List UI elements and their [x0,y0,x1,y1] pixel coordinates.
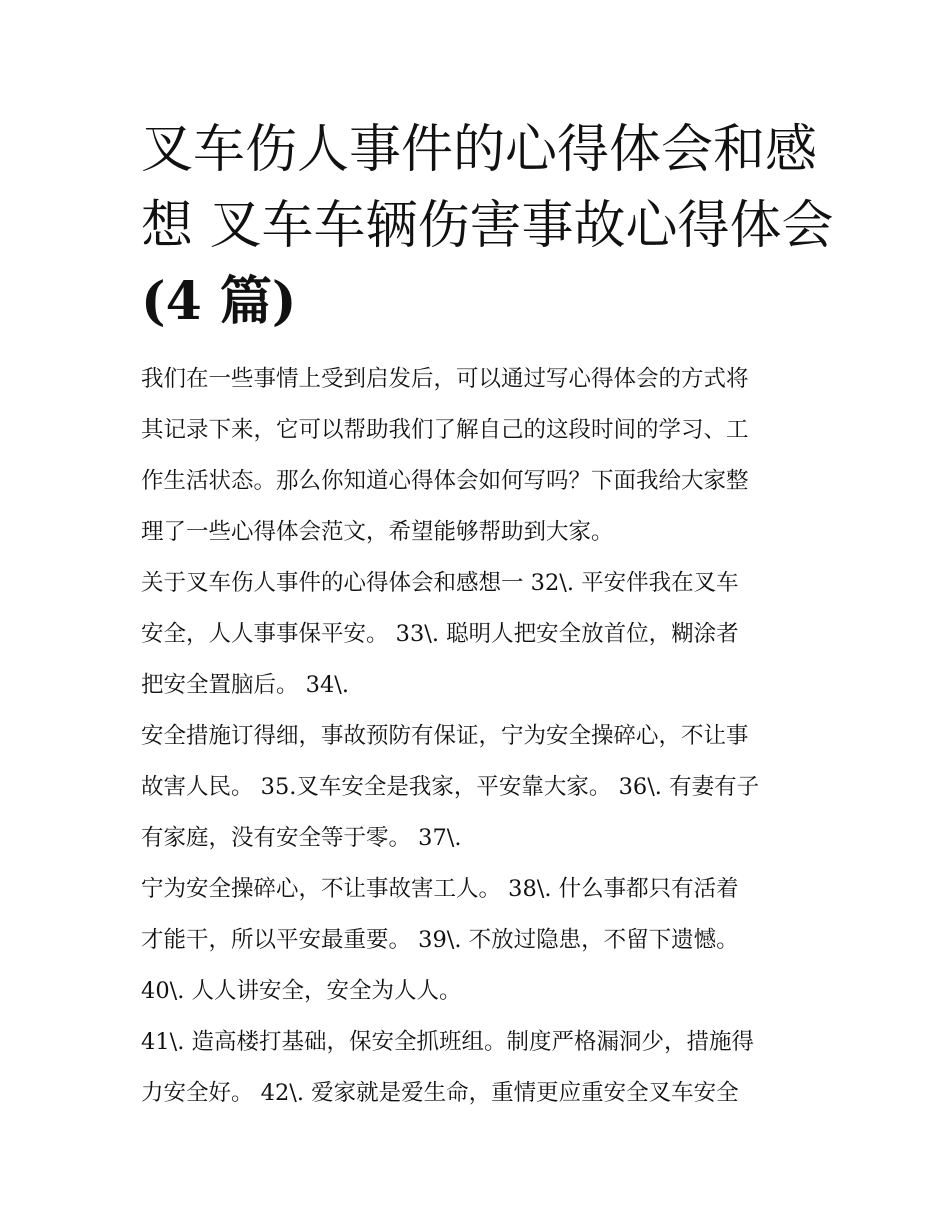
paragraph-line: 理了一些心得体会范文，希望能够帮助到大家。 [141,519,614,545]
document-title [141,112,834,340]
paragraph-line: 安全措施订得细，事故预防有保证，宁为安全操碎心，不让事 [141,723,749,749]
body-paragraph-4 [141,1017,821,1119]
intro-paragraph [141,354,821,558]
paragraph-line: 作生活状态。那么你知道心得体会如何写吗？下面我给大家整 [141,468,749,494]
body-paragraph-2 [141,711,821,864]
paragraph-line: 40\. 人人讲安全，安全为人人。 [141,978,462,1004]
paragraph-line: 力安全好。 42\. 爱家就是爱生命，重情更应重安全叉车安全 [141,1080,739,1106]
paragraph-line: 故害人民。 35.叉车安全是我家，平安靠大家。 36\. 有妻有子 [141,774,760,800]
paragraph-line: 才能干，所以平安最重要。 39\. 不放过隐患，不留下遗憾。 [141,927,739,953]
body-paragraph-1 [141,558,821,711]
title-line-1: 叉车伤人事件的心得体会和感 [141,120,818,180]
paragraph-line: 我们在一些事情上受到启发后，可以通过写心得体会的方式将 [141,366,749,392]
paragraph-line: 有家庭，没有安全等于零。 37\. [141,825,462,851]
body-paragraph-3 [141,864,821,1017]
title-line-3: (4 篇) [141,271,297,332]
paragraph-line: 安全，人人事事保平安。 33\. 聪明人把安全放首位，糊涂者 [141,621,739,647]
paragraph-line: 41\. 造高楼打基础，保安全抓班组。制度严格漏洞少，措施得 [141,1029,755,1055]
paragraph-line: 关于叉车伤人事件的心得体会和感想一 32\. 平安伴我在叉车 [141,570,739,596]
title-line-2: 想 叉车车辆伤害事故心得体会 [141,196,834,256]
document-page [141,112,834,1119]
paragraph-line: 宁为安全操碎心，不让事故害工人。 38\. 什么事都只有活着 [141,876,739,902]
paragraph-line: 其记录下来，它可以帮助我们了解自己的这段时间的学习、工 [141,417,749,443]
paragraph-line: 把安全置脑后。 34\. [141,672,350,698]
